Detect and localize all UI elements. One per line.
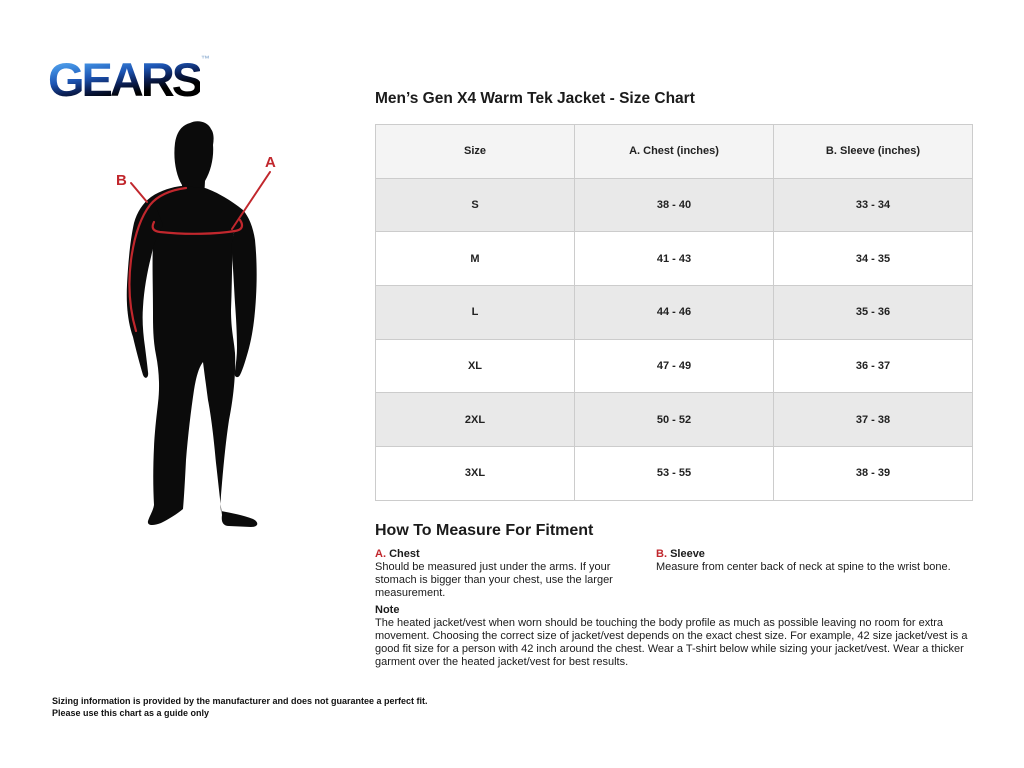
measure-item-sleeve bbox=[656, 548, 975, 600]
cell-size: 2XL bbox=[376, 393, 575, 447]
cell-chest: 38 - 40 bbox=[575, 178, 774, 232]
how-to-measure-section bbox=[375, 522, 975, 600]
note-text: The heated jacket/vest when worn should be touching the body profile as much as possible leaving no room for extra movement. Choosing the correct size of jacket/vest depends on the exact chest size. For example, 42 size jacket/vest is a good fit size for a person with 42 inch around the chest. Wear a T-shirt below while sizing your jacket/vest. Wear a thicker garment over the heated jacket/vest for best results. bbox=[375, 616, 968, 668]
label-a: A bbox=[265, 154, 276, 171]
cell-chest: 47 - 49 bbox=[575, 339, 774, 393]
cell-chest: 41 - 43 bbox=[575, 232, 774, 286]
measurement-figure bbox=[83, 115, 293, 565]
table-row bbox=[376, 286, 973, 340]
cell-sleeve: 36 - 37 bbox=[774, 339, 973, 393]
how-to-measure-heading: How To Measure For Fitment bbox=[375, 522, 594, 539]
page-title: Men’s Gen X4 Warm Tek Jacket - Size Chart bbox=[375, 90, 695, 107]
footer-disclaimer bbox=[52, 695, 428, 719]
table-row bbox=[376, 232, 973, 286]
size-chart-table bbox=[375, 124, 973, 501]
label-b-pointer-line bbox=[131, 183, 147, 202]
cell-chest: 44 - 46 bbox=[575, 286, 774, 340]
gears-logo bbox=[48, 50, 218, 112]
table-row bbox=[376, 178, 973, 232]
cell-sleeve: 38 - 39 bbox=[774, 447, 973, 501]
table-row bbox=[376, 393, 973, 447]
male-silhouette-illustration bbox=[83, 115, 293, 565]
footer-line-2: Please use this chart as a guide only bbox=[52, 708, 210, 719]
measure-name-sleeve: Sleeve bbox=[670, 548, 705, 560]
table-row bbox=[376, 447, 973, 501]
measure-name-chest: Chest bbox=[389, 548, 420, 560]
cell-sleeve: 37 - 38 bbox=[774, 393, 973, 447]
silhouette-right-arm bbox=[232, 210, 257, 377]
measure-key-b: B. bbox=[656, 548, 667, 560]
cell-chest: 53 - 55 bbox=[575, 447, 774, 501]
cell-size: M bbox=[376, 232, 575, 286]
cell-size: S bbox=[376, 178, 575, 232]
column-header-size: Size bbox=[376, 125, 575, 179]
cell-sleeve: 34 - 35 bbox=[774, 232, 973, 286]
size-chart-table-header bbox=[376, 125, 973, 179]
gears-logo-text: GEARS bbox=[48, 53, 201, 106]
table-header-row bbox=[376, 125, 973, 179]
cell-chest: 50 - 52 bbox=[575, 393, 774, 447]
measure-item-sleeve-title bbox=[656, 548, 975, 561]
note-heading: Note bbox=[375, 604, 400, 616]
cell-size: XL bbox=[376, 339, 575, 393]
column-header-chest: A. Chest (inches) bbox=[575, 125, 774, 179]
label-b: B bbox=[116, 172, 127, 189]
cell-sleeve: 33 - 34 bbox=[774, 178, 973, 232]
label-a-pointer-line bbox=[232, 172, 270, 229]
table-row bbox=[376, 339, 973, 393]
cell-size: L bbox=[376, 286, 575, 340]
trademark-symbol: ™ bbox=[201, 54, 210, 64]
measure-item-chest-title bbox=[375, 548, 636, 561]
measure-item-chest bbox=[375, 548, 656, 600]
note-section bbox=[375, 604, 973, 669]
measure-desc-chest: Should be measured just under the arms. If your stomach is bigger than your chest, use the larger measurement. bbox=[375, 560, 613, 599]
measure-key-a: A. bbox=[375, 548, 386, 560]
measure-desc-sleeve: Measure from center back of neck at spine to the wrist bone. bbox=[656, 560, 951, 573]
cell-sleeve: 35 - 36 bbox=[774, 286, 973, 340]
column-header-sleeve: B. Sleeve (inches) bbox=[774, 125, 973, 179]
footer-line-1: Sizing information is provided by the manufacturer and does not guarantee a perfect fit. bbox=[52, 696, 428, 706]
cell-size: 3XL bbox=[376, 447, 575, 501]
